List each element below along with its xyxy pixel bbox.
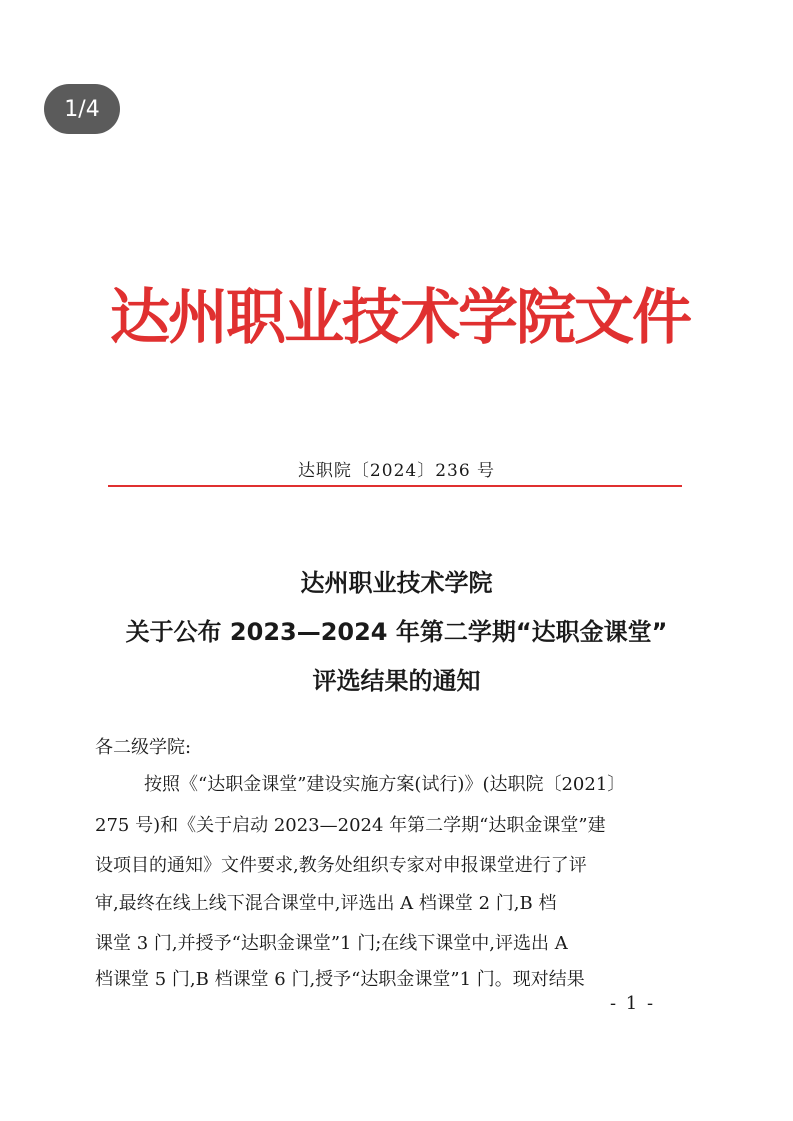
body-text-line: 275 号)和《关于启动 2023—2024 年第二学期“达职金课堂”建	[95, 815, 606, 836]
body-text-line: 审,最终在线上线下混合课堂中,评选出 A 档课堂 2 门,B 档	[95, 893, 557, 914]
document-title-line-2: 关于公布 2023—2024 年第二学期“达职金课堂”	[125, 618, 668, 646]
document-title-line-1: 达州职业技术学院	[300, 569, 493, 597]
body-text-line: 按照《“达职金课堂”建设实施方案(试行)》(达职院〔2021〕	[144, 774, 626, 795]
document-masthead: 达州职业技术学院文件	[110, 283, 690, 353]
body-text-line: 课堂 3 门,并授予“达职金课堂”1 门;在线下课堂中,评选出 A	[95, 933, 568, 954]
red-divider-line	[108, 485, 682, 487]
document-title-line-3: 评选结果的通知	[312, 667, 481, 695]
body-text-line: 设项目的通知》文件要求,教务处组织专家对申报课堂进行了评	[95, 855, 587, 876]
page-number: - 1 -	[610, 993, 656, 1014]
document-number: 达职院〔2024〕236 号	[297, 461, 496, 481]
page-indicator: 1/4	[44, 84, 120, 134]
body-text-line: 档课堂 5 门,B 档课堂 6 门,授予“达职金课堂”1 门。现对结果	[95, 969, 585, 990]
salutation: 各二级学院:	[95, 737, 192, 758]
